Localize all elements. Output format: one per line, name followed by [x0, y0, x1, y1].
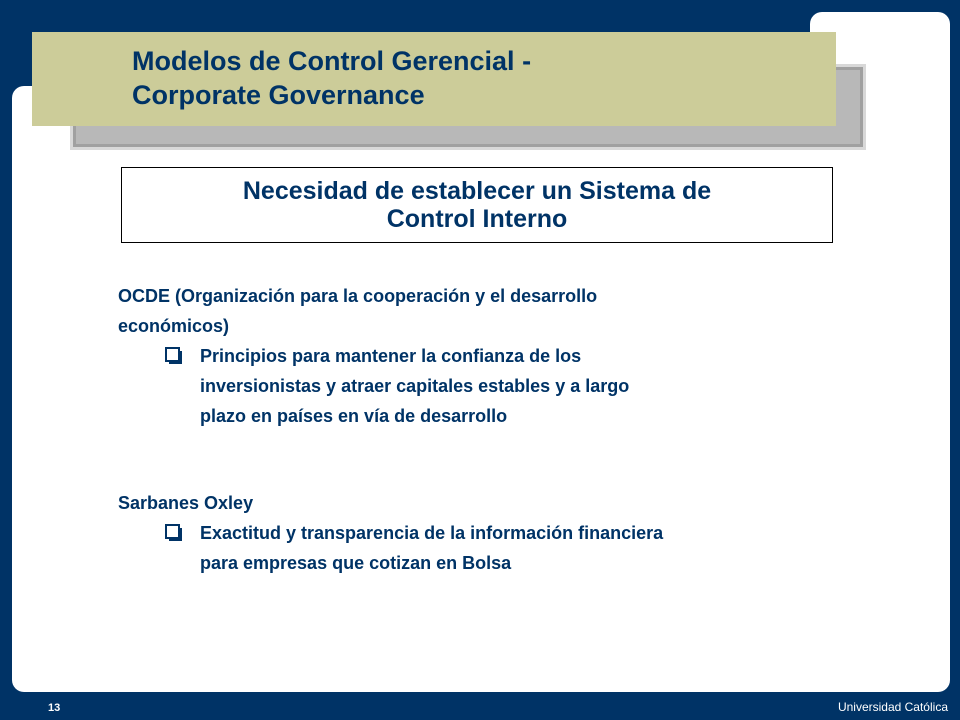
- section-heading: Sarbanes Oxley: [118, 493, 254, 513]
- hollow-square-bullet-icon: [164, 518, 200, 548]
- subtitle-box: [121, 167, 833, 243]
- slide-title-line-1: Modelos de Control Gerencial -: [132, 46, 532, 76]
- section-sarbanes-oxley: [118, 488, 838, 578]
- bullet-text-line-1: Exactitud y transparencia de la información financiera: [200, 523, 664, 543]
- section-heading: OCDE (Organización para la cooperación y el desarrollo: [118, 286, 598, 306]
- bullet-text-line-3: plazo en países en vía de desarrollo: [200, 406, 508, 426]
- slide-title: [132, 44, 812, 112]
- bullet-text-line-2: inversionistas y atraer capitales estables y a largo: [200, 376, 630, 396]
- bullet-text-line-2: para empresas que cotizan en Bolsa: [200, 553, 512, 573]
- bullet-item: [164, 341, 818, 431]
- subtitle-line-1: Necesidad de establecer un Sistema de: [242, 177, 712, 205]
- subtitle-line-2: Control Interno: [386, 205, 568, 233]
- organization-name: Universidad Católica: [837, 700, 948, 714]
- bullet-text-line-1: Principios para mantener la confianza de los: [200, 346, 582, 366]
- slide-title-line-2: Corporate Governance: [132, 80, 425, 110]
- hollow-square-bullet-icon: [164, 341, 200, 371]
- section-heading-cont: económicos): [118, 316, 230, 336]
- section-ocde: [118, 281, 818, 431]
- page-number: 13: [48, 702, 61, 714]
- bullet-item: [164, 518, 838, 578]
